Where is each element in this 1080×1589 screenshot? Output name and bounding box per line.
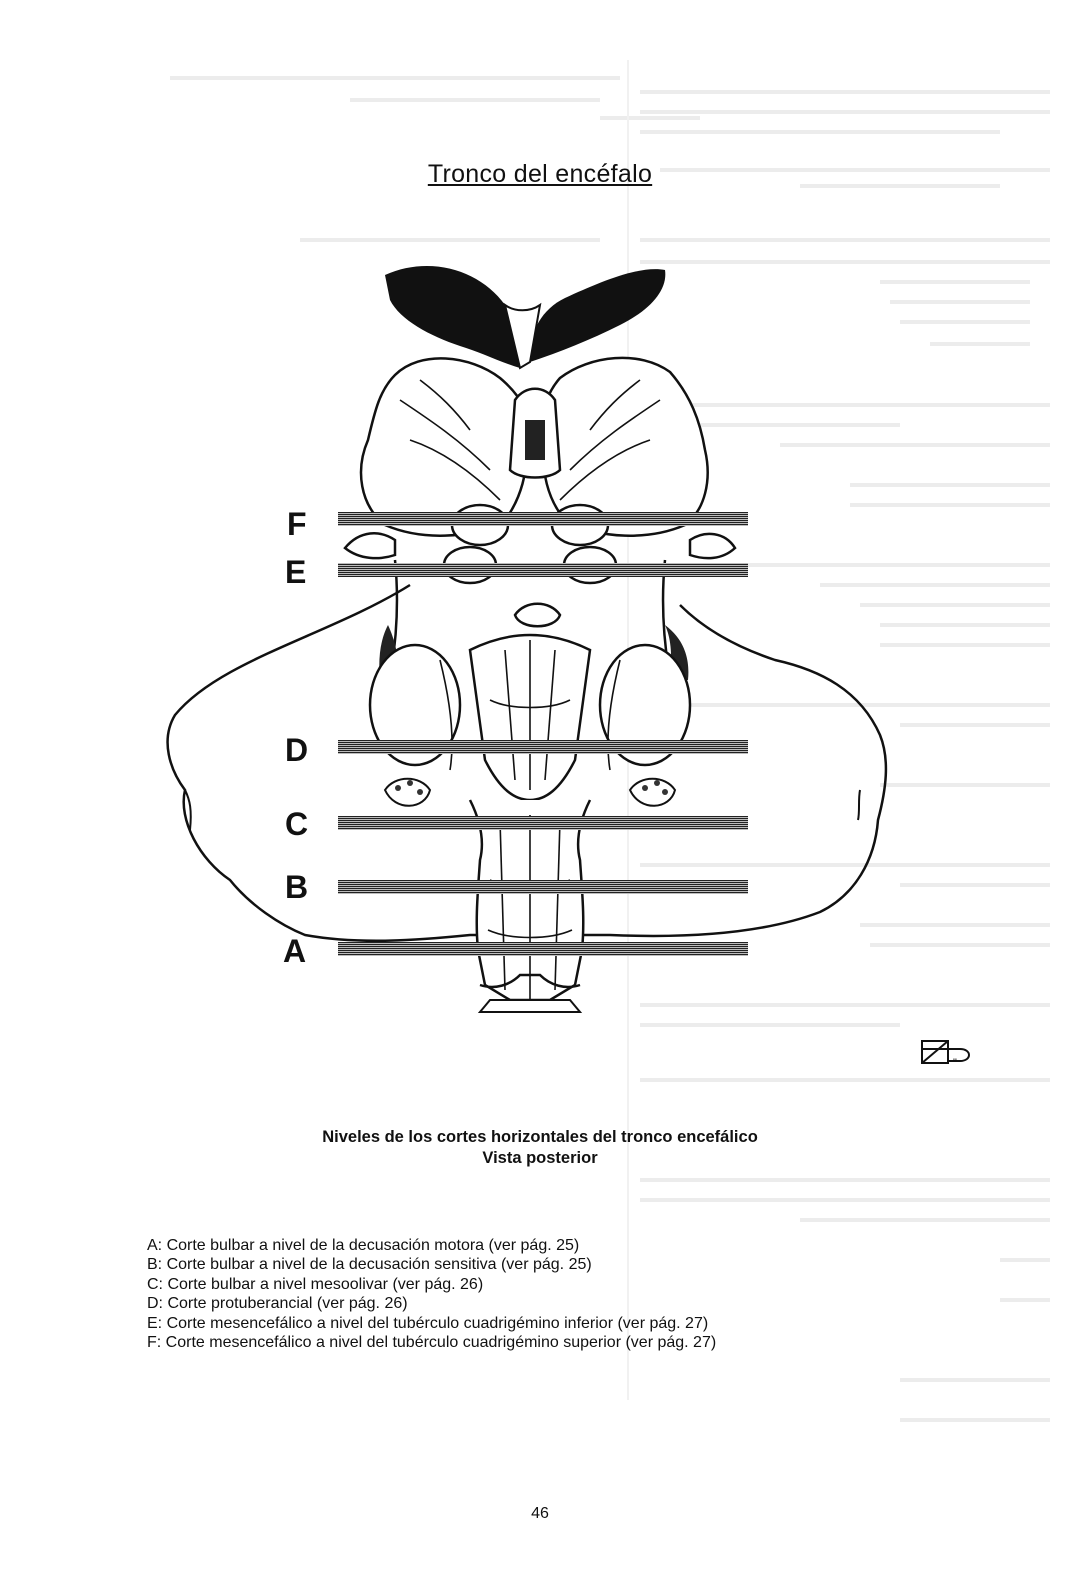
level-bar-d [338, 740, 748, 754]
thalamus-shape [385, 266, 522, 368]
legend-item-f: F: Corte mesencefálico a nivel del tubérculo cuadrigémino superior (ver pág. 27) [147, 1334, 717, 1352]
level-bar-c [338, 816, 748, 830]
level-label-e: E [285, 554, 307, 590]
legend-item-c: C: Corte bulbar a nivel mesoolivar (ver pág. 26) [147, 1275, 484, 1293]
caption-line-2: Vista posterior [482, 1149, 598, 1167]
legend-item-e: E: Corte mesencefálico a nivel del tubérculo cuadrigémino inferior (ver pág. 27) [147, 1314, 709, 1332]
level-bar-f [338, 512, 748, 526]
legend-item-a: A: Corte bulbar a nivel de la decusación motora (ver pág. 25) [147, 1237, 580, 1254]
legend-item-d: D: Corte protuberancial (ver pág. 26) [147, 1295, 408, 1313]
svg-text:": " [953, 1057, 957, 1069]
level-bar-a [338, 942, 748, 956]
level-bar-b [338, 880, 748, 894]
level-label-b: B [285, 869, 309, 905]
figure-caption [0, 1127, 1080, 1169]
page-title: Tronco del encéfalo [427, 160, 653, 188]
level-legend [147, 1236, 967, 1352]
legend-item-b: B: Corte bulbar a nivel de la decusación sensitiva (ver pág. 25) [147, 1256, 592, 1274]
level-label-f: F [287, 506, 307, 542]
level-label-c: C [285, 806, 309, 842]
level-bar-e [338, 563, 748, 577]
caption-line-1: Niveles de los cortes horizontales del tronco encefálico [322, 1128, 758, 1146]
level-label-d: D [285, 732, 309, 768]
page-number: 46 [531, 1505, 549, 1522]
midbrain-shape [361, 358, 526, 535]
level-label-a: A [283, 933, 307, 969]
author-monogram-icon [920, 1037, 980, 1069]
